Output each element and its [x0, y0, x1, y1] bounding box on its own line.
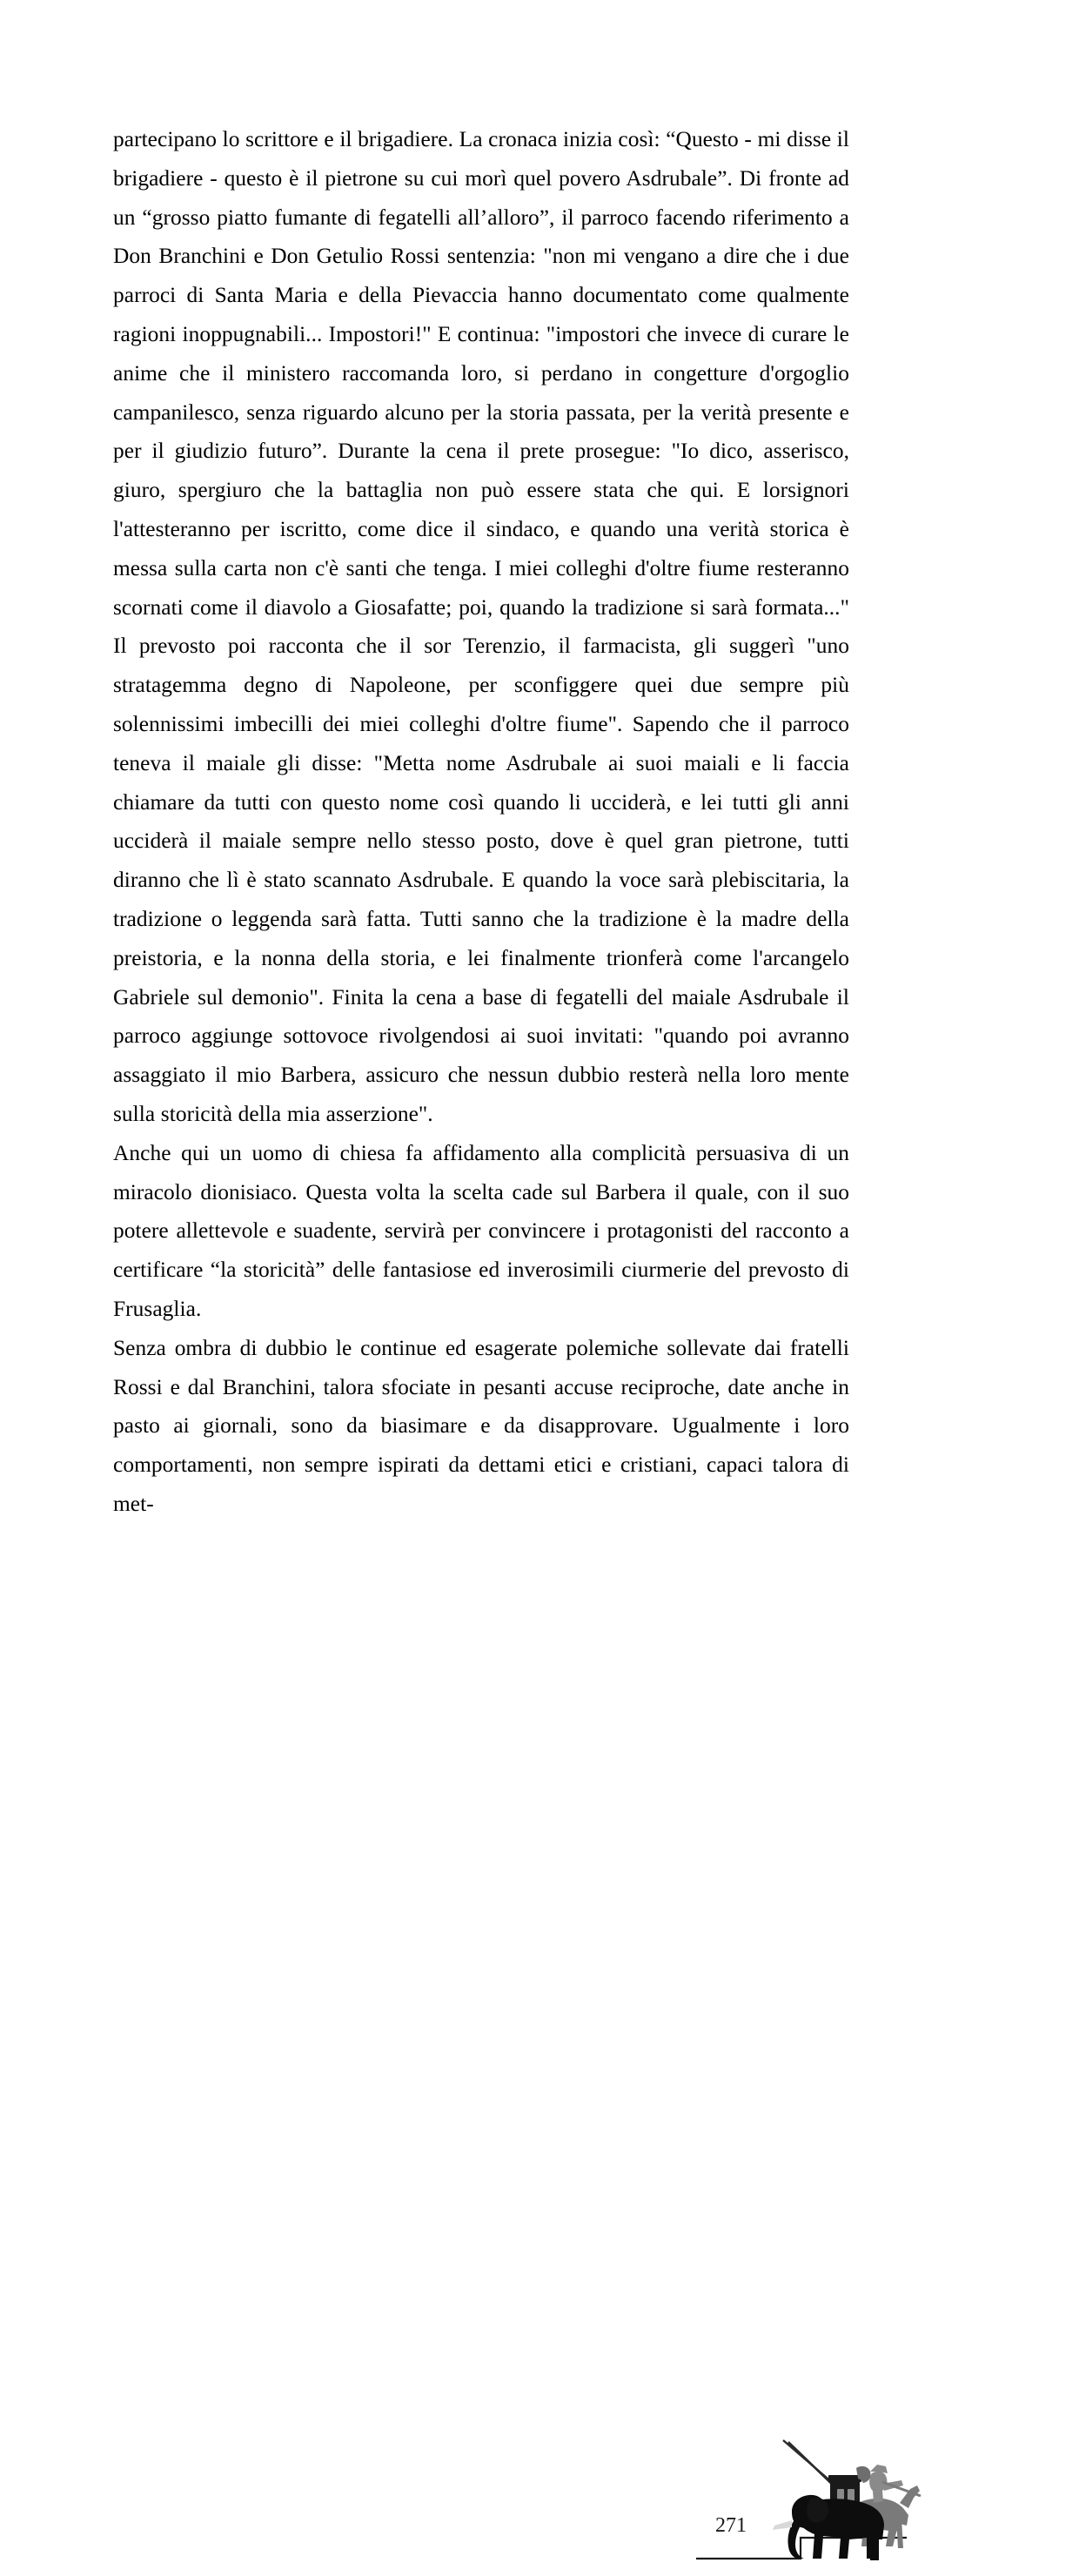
paragraph-senza-ombra: Senza ombra di dubbio le continue ed esagerate polemiche sollevate dai fratelli Rossi e dal Branchini, talora sfociate in pesanti accuse reciproche, date anche in pasto ai giornali, sono da biasimare e da disapprovare. Ugualmente i loro comportamenti, non sempre ispirati da dettami etici e cristiani, capaci talora di met- — [113, 1335, 849, 1516]
war-elephant-emblem-icon — [747, 2428, 921, 2576]
paragraph-continuation: partecipano lo scrittore e il brigadiere. La cronaca inizia così: “Questo - mi disse il brigadiere - questo è il pietrone su cui morì quel povero Asdrubale”. Di fronte ad un “grosso piatto fumante di fegatelli all’alloro”, il parroco facendo riferimento a Don Branchini e Don Getulio Rossi sentenzia: "non mi vengano a dire che i due parroci di Santa Maria e della Pievaccia hanno documentato come qualmente ragioni inoppugnabili... Impostori!" E continua: "impostori che invece di curare le anime che il ministero raccomanda loro, si perdano in congetture d'orgoglio campanilesco, senza riguardo alcuno per la storia passata, per la verità presente e per il giudizio futuro”. Durante la cena il prete prosegue: "Io dico, asserisco, giuro, spergiuro che la battaglia non può essere stata che qui. E lorsignori l'attesteranno per iscritto, come dice il sindaco, e quando una verità storica è messa sulla carta non c'è santi che tenga. I miei colleghi d'oltre fiume resteranno scornati come il diavolo a Giosafatte; poi, quando la tradizione si sarà formata..." Il prevosto poi racconta che il sor Terenzio, il farmacista, gli suggerì "uno stratagemma degno di Napoleone, per sconfiggere quei due sempre più solennissimi imbecilli dei miei colleghi d'oltre fiume". Sapendo che il parroco teneva il maiale gli disse: "Metta nome Asdrubale ai suoi maiali e li faccia chiamare da tutti con questo nome così quando li ucciderà, e lei tutti gli anni ucciderà il maiale sempre nello stesso posto, dove è quel gran pietrone, tutti diranno che lì è stato scannato Asdrubale. E quando la voce sarà plebiscitaria, la tradizione o leggenda sarà fatta. Tutti sanno che la tradizione è la madre della preistoria, e la nonna della storia, e lei finalmente trionferà come l'arcangelo Gabriele sul demonio". Finita la cena a base di fegatelli del maiale Asdrubale il parroco aggiunge sottovoce rivolgendosi ai suoi invitati: "quando poi avranno assaggiato il mio Barbera, assicuro che nessun dubbio resterà nella loro mente sulla storicità della mia asserzione". — [113, 127, 849, 1126]
elephant-icon — [773, 2495, 884, 2560]
page-number: 271 — [715, 2514, 747, 2537]
paragraph-anche-qui: Anche qui un uomo di chiesa fa affidamento alla complicità persuasiva di un miracolo dionisiaco. Questa volta la scelta cade sul Barbera il quale, con il suo potere allettevole e suadente, servirà per convincere i protagonisti del racconto a certificare “la storicità” delle fantasiose ed inverosimili ciurmerie del prevosto di Frusaglia. — [113, 1140, 849, 1321]
